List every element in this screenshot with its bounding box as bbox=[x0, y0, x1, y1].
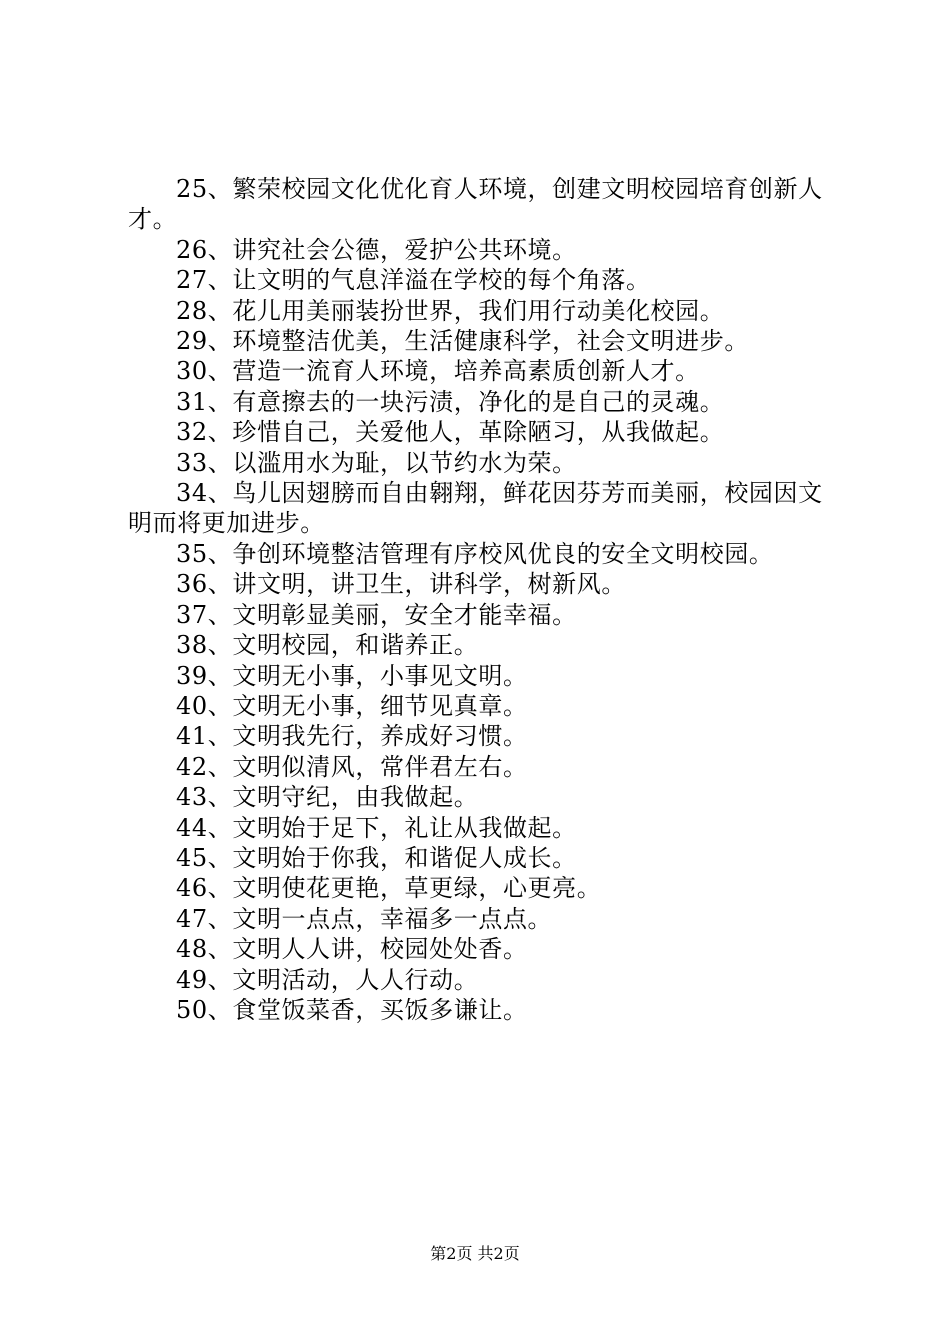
slogan-item-27: 27、让文明的气息洋溢在学校的每个角落。 bbox=[176, 266, 651, 295]
slogan-item-25: 25、繁荣校园文化优化育人环境，创建文明校园培育创新人才。 bbox=[128, 175, 823, 234]
slogan-list bbox=[128, 174, 838, 1025]
slogan-item-33: 33、以滥用水为耻，以节约水为荣。 bbox=[176, 448, 577, 477]
slogan-item-41: 41、文明我先行，养成好习惯。 bbox=[176, 722, 528, 751]
slogan-item-40: 40、文明无小事，细节见真章。 bbox=[176, 691, 528, 720]
slogan-item-48: 48、文明人人讲，校园处处香。 bbox=[176, 935, 528, 964]
slogan-item-36: 36、讲文明，讲卫生，讲科学，树新风。 bbox=[176, 570, 626, 599]
slogan-item-42: 42、文明似清风，常伴君左右。 bbox=[176, 752, 528, 781]
slogan-item-50: 50、食堂饭菜香，买饭多谦让。 bbox=[176, 995, 528, 1024]
slogan-item-34: 34、鸟儿因翅膀而自由翱翔，鲜花因芬芳而美丽，校园因文明而将更加进步。 bbox=[128, 479, 823, 538]
page-footer bbox=[0, 1243, 950, 1265]
slogan-item-39: 39、文明无小事，小事见文明。 bbox=[176, 661, 528, 690]
slogan-item-26: 26、讲究社会公德，爱护公共环境。 bbox=[176, 235, 577, 264]
slogan-item-37: 37、文明彰显美丽，安全才能幸福。 bbox=[176, 600, 577, 629]
page-number-label: 第2页 共2页 bbox=[430, 1244, 520, 1263]
slogan-item-29: 29、环境整洁优美，生活健康科学，社会文明进步。 bbox=[176, 327, 749, 356]
slogan-item-31: 31、有意擦去的一块污渍，净化的是自己的灵魂。 bbox=[176, 387, 725, 416]
slogan-item-35: 35、争创环境整洁管理有序校风优良的安全文明校园。 bbox=[176, 539, 774, 568]
slogan-item-30: 30、营造一流育人环境，培养高素质创新人才。 bbox=[176, 357, 700, 386]
slogan-item-46: 46、文明使花更艳，草更绿，心更亮。 bbox=[176, 874, 602, 903]
slogan-item-28: 28、花儿用美丽装扮世界，我们用行动美化校园。 bbox=[176, 296, 725, 325]
slogan-item-45: 45、文明始于你我，和谐促人成长。 bbox=[176, 843, 577, 872]
slogan-item-38: 38、文明校园，和谐养正。 bbox=[176, 631, 479, 660]
slogan-item-44: 44、文明始于足下，礼让从我做起。 bbox=[176, 813, 577, 842]
slogan-item-47: 47、文明一点点，幸福多一点点。 bbox=[176, 904, 553, 933]
slogan-item-43: 43、文明守纪，由我做起。 bbox=[176, 783, 479, 812]
slogan-item-32: 32、珍惜自己，关爱他人，革除陋习，从我做起。 bbox=[176, 418, 725, 447]
slogan-item-49: 49、文明活动，人人行动。 bbox=[176, 965, 479, 994]
